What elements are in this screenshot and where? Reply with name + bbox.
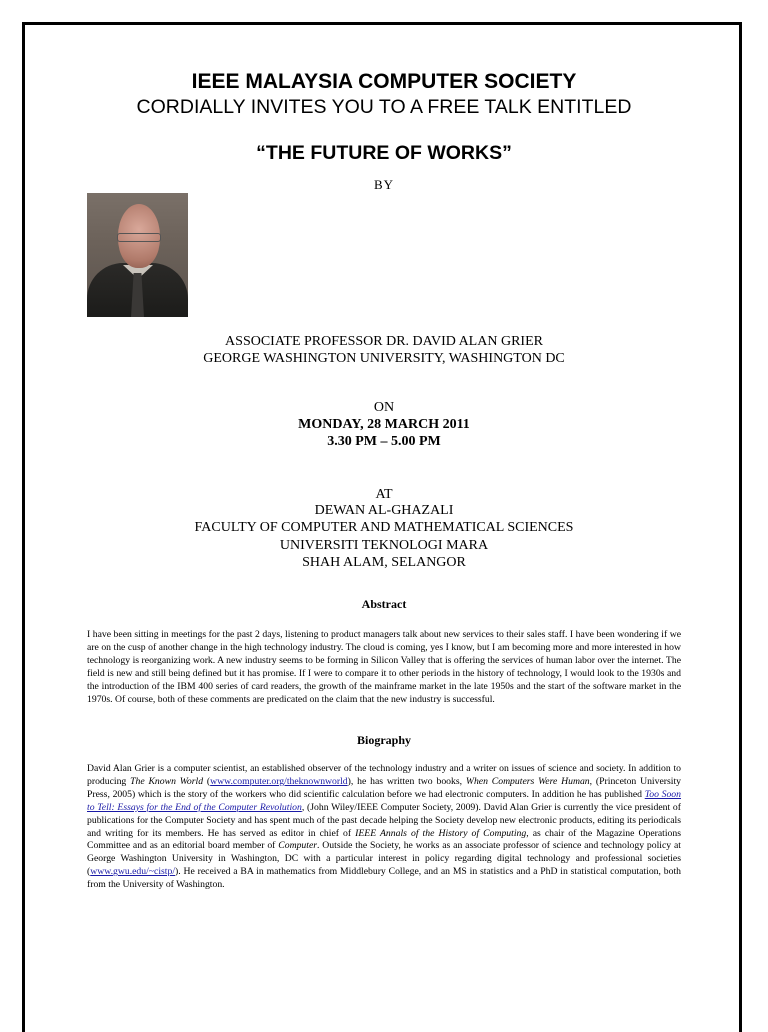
- at-label: AT: [375, 487, 393, 502]
- venue-hall: DEWAN AL-GHAZALI: [314, 503, 454, 518]
- talk-title: “THE FUTURE OF WORKS”: [256, 142, 512, 164]
- event-time: 3.30 PM – 5.00 PM: [327, 434, 441, 449]
- book-title-known-world: The Known World: [130, 775, 204, 787]
- too-soon-link[interactable]: Too Soon to Tell: Essays for the End of the Computer Revolution: [87, 788, 681, 813]
- venue-location: SHAH ALAM, SELANGOR: [302, 555, 466, 570]
- speaker-photo: [87, 193, 188, 317]
- speaker-name: ASSOCIATE PROFESSOR DR. DAVID ALAN GRIER: [225, 334, 543, 349]
- biography-heading: Biography: [356, 733, 411, 747]
- event-date: MONDAY, 28 MARCH 2011: [298, 417, 470, 432]
- biography-text: David Alan Grier is a computer scientist, an established observer of the technology industry and a writer on issues of science and society. In addition to producing The Known World (www.computer.org/theknownworld), he has written two books, When Computers Were Human, (Princeton University Press, 2005) which is the story of the workers who did scientific calculation before we had electronic computers. In addition he has published Too Soon to Tell: Essays for the End of the Computer Revolution, (John Wiley/IEEE Computer Society, 2009). David Alan Grier is currently the vice president of publications for the Computer Society and has spent much of the past decade helping the Society develop new electronic products, editing its periodicals and writing for its members. He has served as editor in chief of IEEE Annals of the History of Computing, as chair of the Magazine Operations Committee and as an editorial board member of Computer. Outside the Society, he works as an associate professor of science and technology policy at George Washington University in Washington, DC with a particular interest in policy regarding digital technology and professional societies (www.gwu.edu/~cistp/). He received a BA in mathematics from Middlebury College, and an MS in statistics and a PhD in statistical computation, both from the University of Washington.: [87, 763, 681, 891]
- speaker-affiliation: GEORGE WASHINGTON UNIVERSITY, WASHINGTON DC: [203, 351, 565, 366]
- cistp-link[interactable]: www.gwu.edu/~cistp/: [90, 866, 176, 878]
- venue-faculty: FACULTY OF COMPUTER AND MATHEMATICAL SCIENCES: [194, 520, 574, 535]
- by-label: BY: [373, 177, 395, 192]
- organization-title: IEEE MALAYSIA COMPUTER SOCIETY: [191, 70, 577, 93]
- known-world-link[interactable]: www.computer.org/theknownworld: [210, 775, 348, 787]
- on-label: ON: [373, 400, 395, 415]
- computer-magazine-title: Computer: [278, 840, 318, 852]
- abstract-text: I have been sitting in meetings for the past 2 days, listening to product managers talk about new services to their sales staff. I have been wondering if we are on the cusp of another change in the high technology industry. The cloud is coming, yes I know, but I am becoming more and more interested in how technology is reorganizing work. A new industry seems to be forming in Silicon Valley that is offering the services of human labor over the internet. The field is new and still being defined but it has promise. If I were to compare it to other periods in the history of technology, I would look to the 1930s and the introduction of the IBM 400 series of card readers, the growth of the mainframe market in the late 1950s and the start of the software market in the 1970s. Of course, both of these comments are predicated on the claim that the new industry is successful.: [87, 629, 681, 705]
- venue-university: UNIVERSITI TEKNOLOGI MARA: [279, 538, 489, 553]
- invitation-line: CORDIALLY INVITES YOU TO A FREE TALK ENTITLED: [136, 96, 632, 118]
- book-title-when-computers: When Computers Were Human: [465, 775, 590, 787]
- annals-title: IEEE Annals of the History of Computing: [355, 827, 527, 839]
- abstract-heading: Abstract: [361, 597, 407, 611]
